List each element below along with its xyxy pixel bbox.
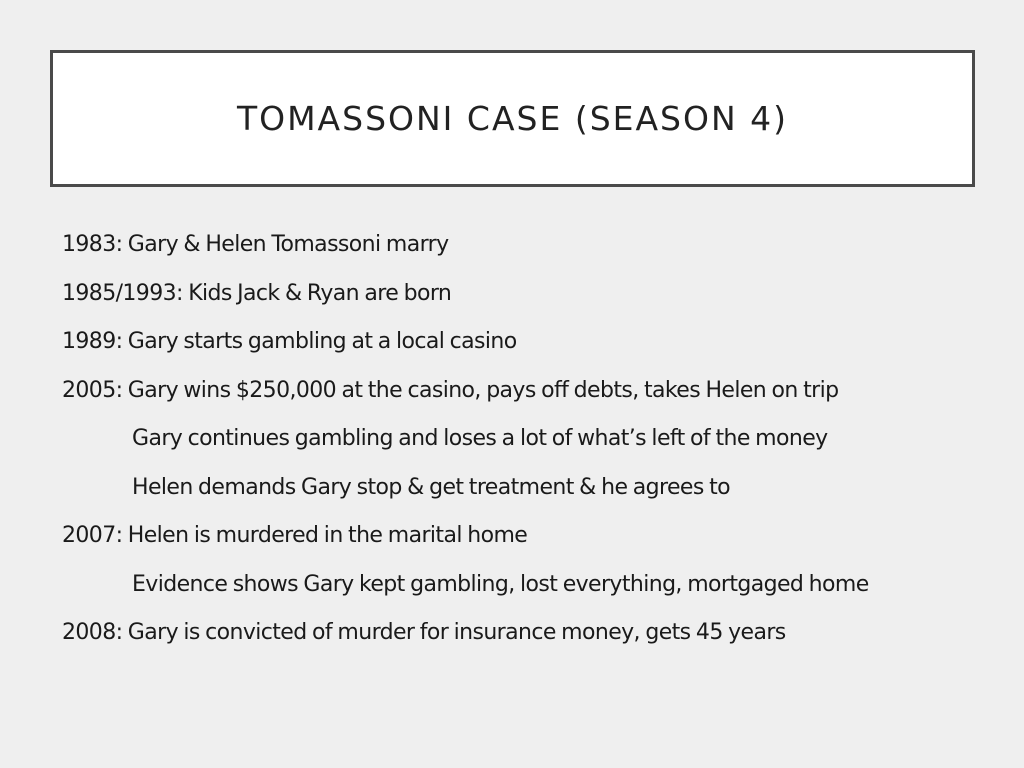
- timeline-line: 1989: Gary starts gambling at a local casino: [62, 329, 517, 354]
- timeline-subline: Helen demands Gary stop & get treatment & he agrees to: [132, 474, 730, 500]
- timeline-line: 2007: Helen is murdered in the marital home: [62, 523, 528, 548]
- timeline-subline: Gary continues gambling and loses a lot of what’s left of the money: [132, 426, 828, 451]
- timeline-list: [62, 224, 1002, 661]
- timeline-line: 2005: Gary wins $250,000 at the casino, pays off debts, takes Helen on trip: [62, 377, 839, 403]
- title-box: [50, 50, 975, 187]
- timeline-line: 2008: Gary is convicted of murder for insurance money, gets 45 years: [62, 620, 786, 645]
- timeline-subline: Evidence shows Gary kept gambling, lost everything, mortgaged home: [132, 571, 869, 597]
- timeline-line: 1985/1993: Kids Jack & Ryan are born: [62, 280, 452, 306]
- timeline-line: 1983: Gary & Helen Tomassoni marry: [62, 232, 449, 257]
- slide-title: TOMASSONI CASE (SEASON 4): [236, 99, 789, 138]
